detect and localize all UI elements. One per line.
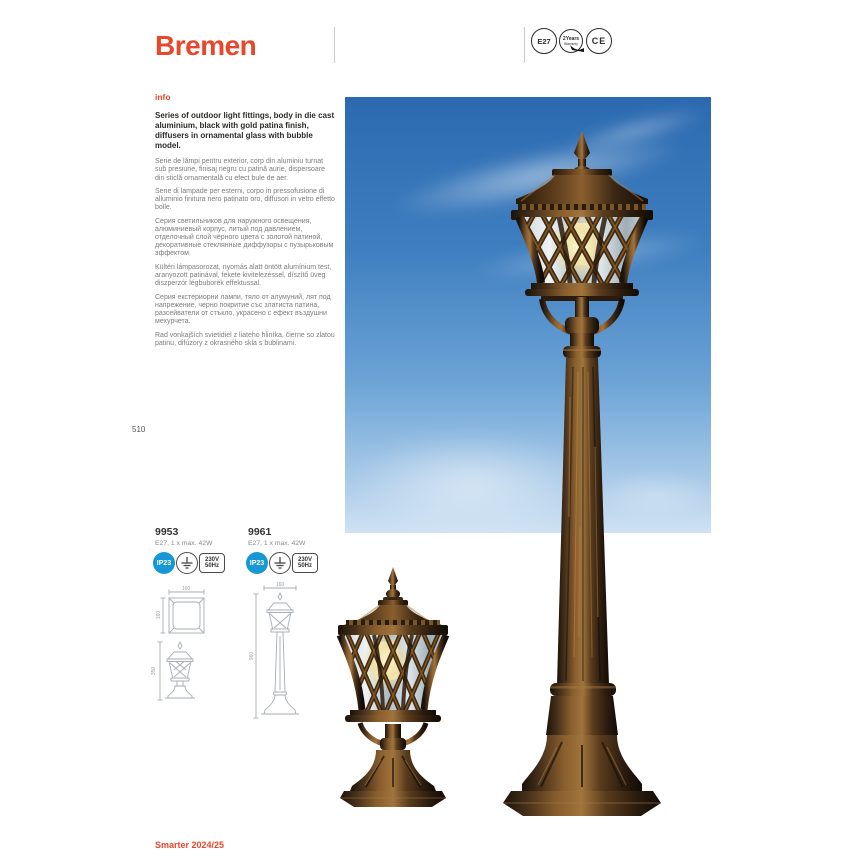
dim-9961-height: 960 — [249, 651, 255, 661]
description-it: Serie di lampade per esterni, corpo in pressofusione di alluminio finitura nero patinato oro, diffusori in vetro effetto bolle. — [155, 188, 335, 212]
photo-pedestal-lamp-9953 — [332, 558, 456, 810]
page-title: Bremen — [155, 30, 257, 61]
frequency-label-2: 50Hz — [297, 563, 312, 569]
dim-9953-height: 350 — [151, 666, 157, 676]
voltage-label: 230V — [204, 556, 219, 563]
dim-9953-width: 160 — [181, 586, 191, 592]
voltage-badge — [199, 553, 225, 573]
ip23-label: IP23 — [156, 559, 172, 567]
product-code-9961: 9961 — [248, 526, 272, 538]
small-lamp-finial — [383, 567, 403, 601]
lamp-roof — [511, 169, 653, 220]
small-lamp-base — [340, 710, 446, 807]
header-divider-2 — [524, 27, 525, 63]
product-spec-9953: E27, 1 x max. 42W — [155, 540, 213, 547]
lamp-bracket — [525, 283, 639, 358]
warranty-years-label: 2Years — [562, 35, 580, 42]
header-divider — [334, 27, 335, 63]
small-lamp-roof — [338, 600, 448, 635]
earth-class1-icon — [176, 552, 198, 574]
lamp-base — [503, 696, 661, 816]
socket-e27-badge — [531, 28, 557, 54]
product-spec-9961: E27, 1 x max. 42W — [248, 540, 306, 547]
dim-9961-width: 160 — [275, 582, 285, 588]
earth-class1-icon-2 — [269, 552, 291, 574]
socket-e27-label: E27 — [537, 36, 551, 46]
drawing-9953-side — [152, 638, 198, 704]
info-column — [155, 92, 335, 354]
description-sk: Rad vonkajších svietidiel z liateho hliníka, čierne so zlatou patinu, difúzory z okrasného skla s bublinami. — [155, 331, 335, 347]
ip23-badge — [153, 552, 175, 574]
ce-mark-badge — [586, 28, 612, 54]
description-ru: Серия светильников для наружного освещения, алюминиевый корпус, литый под давлением, отделочный слой чёрного цвета с золотой патиной, декоративные стеклянные диффузоры с пузырьковым эффектом. — [155, 217, 334, 258]
ce-mark-label: CE — [591, 36, 607, 46]
description-ro: Serie de lămpi pentru exterior, corp din aluminiu turnat sub presiune, finisaj negru cu patină aurie, dispersoare din sticlă ornamentală cu efect bule de aer. — [155, 158, 326, 182]
frequency-label: 50Hz — [204, 563, 219, 569]
warranty-word-label: Warranty — [563, 41, 579, 46]
catalog-edition: Smarter 2024/25 — [155, 840, 225, 850]
description-en: Series of outdoor light fittings, body in die cast aluminium, black with gold patina finish, diffusers in ornamental glass with bubble model. — [155, 111, 335, 151]
lamp-glass — [471, 209, 669, 289]
warranty-badge — [559, 29, 583, 53]
ip23-badge-2 — [246, 552, 268, 574]
small-lamp-glass — [332, 628, 456, 716]
info-heading: info — [155, 92, 171, 102]
description-bg: Серия екстериорни лампи, тяло от алумуний, лят под напрежение, черно покритие със златиста патина, разсейватели от стъкло, украсено с ефект въздушни мехурчета. — [155, 293, 331, 326]
ip23-label-2: IP23 — [249, 559, 265, 567]
warranty-swoosh-icon — [569, 43, 585, 53]
voltage-label-2: 230V — [297, 556, 312, 563]
drawing-9953-topview — [155, 584, 207, 640]
product-code-9953: 9953 — [155, 526, 179, 538]
page-number: 510 — [132, 425, 146, 434]
dim-9953-depth: 160 — [156, 610, 162, 620]
voltage-badge-2 — [292, 553, 318, 573]
description-hu: Kültéri lámpasorozat, nyomás alatt öntött alumínium test, aranyozott patinával, fekete kivitelezéssel, díszítő üveg diszperzór légbuborék effektussal. — [155, 264, 332, 288]
drawing-9961-side — [248, 580, 300, 722]
lamp-pole — [550, 358, 616, 696]
